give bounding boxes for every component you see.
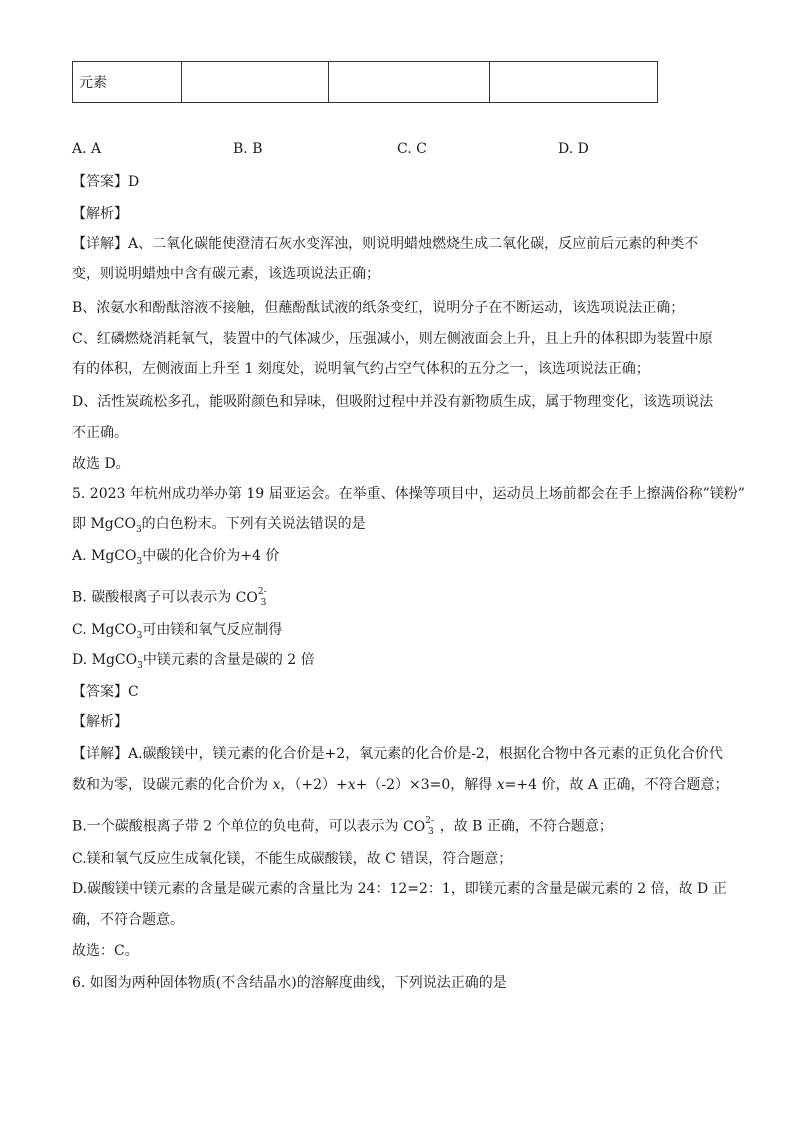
q4-answer: 【答案】D <box>72 174 140 190</box>
table-cell <box>490 62 658 103</box>
q5-answer: 【答案】C <box>72 684 139 700</box>
q6-stem: 6. 如图为两种固体物质(不含结晶水)的溶解度曲线，下列说法正确的是 <box>72 975 507 991</box>
q4-detail-line: D、活性炭疏松多孔，能吸附颜色和异味，但吸附过程中并没有新物质生成，属于物理变化，该选项说法 <box>72 394 714 410</box>
q4-detail-line: 变，则说明蜡烛中含有碳元素，该选项说法正确； <box>72 266 380 282</box>
q4-option-c: C. C <box>397 141 427 157</box>
q5-analysis-label: 【解析】 <box>72 714 128 730</box>
q4-detail-line: B、浓氨水和酚酞溶液不接触，但蘸酚酞试液的纸条变红，说明分子在不断运动，该选项说法正确； <box>72 300 685 316</box>
q4-detail-line: C、红磷燃烧消耗氧气，装置中的气体减少，压强减小，则左侧液面会上升，且上升的体积即为装置中原 <box>72 331 713 347</box>
q5-detail-line: D.碳酸镁中镁元素的含量是碳元素的含量比为 24：12=2：1，即镁元素的含量是碳元素的 2 倍，故 D 正 <box>72 881 727 897</box>
q4-analysis-label: 【解析】 <box>72 206 128 222</box>
q4-options <box>72 141 722 161</box>
q4-detail-line: 有的体积，左侧液面上升至 1 刻度处，说明氧气约占空气体积的五分之一，该选项说法正确； <box>72 361 650 377</box>
q4-conclusion: 故选 D。 <box>72 456 130 472</box>
carbonate-ion-formula: $CO^{2-}_3$ <box>235 587 267 609</box>
table-cell <box>182 62 329 103</box>
q4-option-d: D. D <box>558 141 589 157</box>
q5-detail-line: B.一个碳酸根离子带 2 个单位的负电荷，可以表示为 $CO^{2-}_3$ ，故 B 正确，不符合题意； <box>72 816 613 838</box>
q4-option-b: B. B <box>233 141 263 157</box>
q4-option-a: A. A <box>72 141 102 157</box>
q5-option-d: D. MgCO$_3$中镁元素的含量是碳的 2 倍 <box>72 652 315 671</box>
q5-option-a: A. MgCO$_3$中碳的化合价为+4 价 <box>72 548 280 567</box>
q5-option-c: C. MgCO$_3$可由镁和氧气反应制得 <box>72 622 283 641</box>
q5-option-b: B. 碳酸根离子可以表示为 $CO^{2-}_3$ <box>72 584 272 613</box>
q5-detail-line: 【详解】A.碳酸镁中，镁元素的化合价是+2，氧元素的化合价是-2，根据化合物中各元素的正负化合价代 <box>72 746 723 762</box>
carbonate-ion-formula: $CO^{2-}_3$ <box>403 816 434 838</box>
q5-detail-line: C.镁和氧气反应生成氧化镁，不能生成碳酸镁，故 C 错误，符合题意； <box>72 851 513 867</box>
q5-detail-line: 确，不符合题意。 <box>72 912 184 928</box>
table-cell: 元素 <box>73 62 182 103</box>
q5-conclusion: 故选：C。 <box>72 943 139 959</box>
q4-detail-line: 【详解】A、二氧化碳能使澄清石灰水变浑浊，则说明蜡烛燃烧生成二氧化碳，反应前后元素的种类不 <box>72 236 699 252</box>
q5-stem-line: 即 MgCO$_3$的白色粉末。下列有关说法错误的是 <box>72 516 366 535</box>
q4-detail-line: 不正确。 <box>72 425 128 441</box>
q5-detail-line: 数和为零，设碳元素的化合价为 x，（+2）+x+（-2）×3=0，解得 x=+4 价，故 A 正确，不符合题意； <box>72 777 729 793</box>
q5-stem-line: 5. 2023 年杭州成功举办第 19 届亚运会。在举重、体操等项目中，运动员上场前都会在手上擦满俗称”镁粉” <box>72 486 745 502</box>
table-cell <box>329 62 490 103</box>
table-fragment <box>72 61 658 103</box>
